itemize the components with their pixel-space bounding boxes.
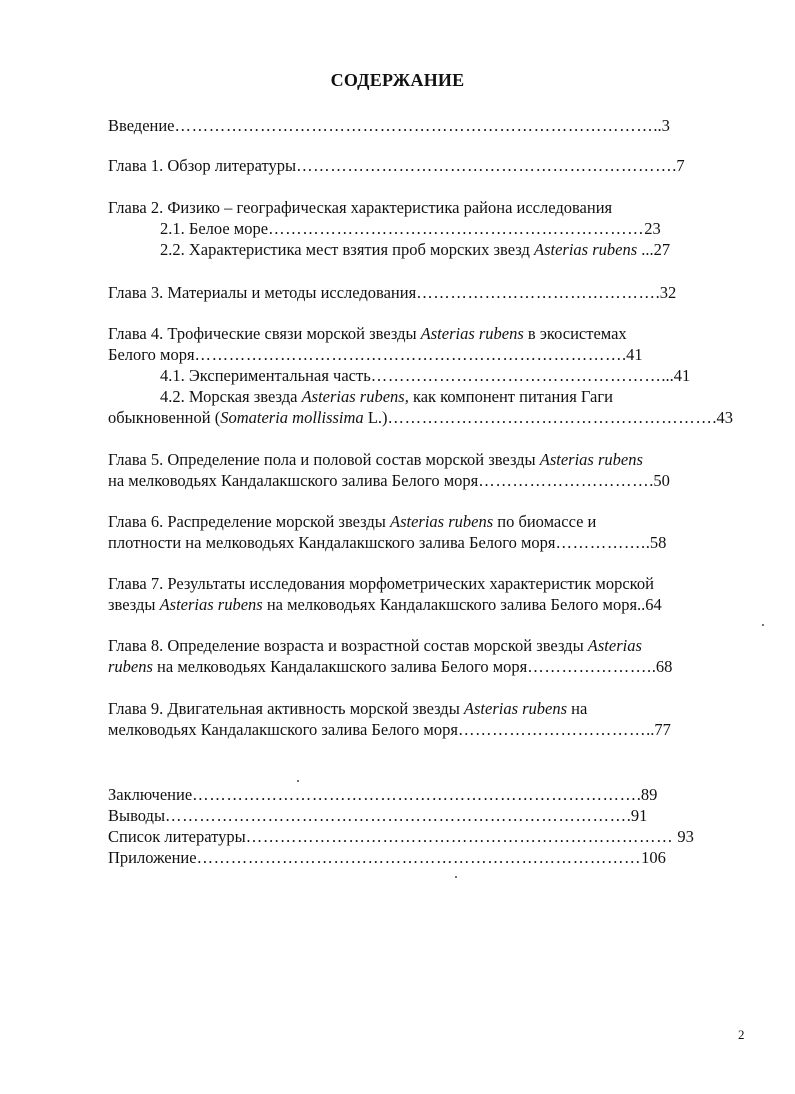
toc-label: Приложение [108, 848, 197, 867]
species-name: Asterias rubens [463, 699, 568, 718]
toc-dots-tail: . [651, 657, 656, 676]
scan-speck [762, 624, 764, 626]
toc-entry-chapter-6[interactable] [108, 512, 738, 532]
toc-entry-section-2-2[interactable] [160, 240, 740, 260]
toc-page: 58 [649, 533, 667, 552]
toc-dots: ………………………………………………………………………… [174, 116, 654, 135]
toc-entry-chapter-7-line2[interactable] [108, 595, 758, 615]
toc-label: плотности на мелководьях Кандалакшского залива Белого моря [108, 533, 556, 552]
toc-dots: ………………………………………………………………… [194, 345, 623, 364]
species-name: Asterias rubens [420, 324, 524, 343]
toc-dots-tail: . [655, 283, 660, 302]
toc-label-cont: L.) [363, 408, 388, 427]
toc-label: звезды [108, 595, 160, 614]
toc-page: 64 [645, 595, 662, 614]
toc-page: 32 [659, 283, 677, 302]
toc-entry-chapter-8-line2[interactable] [108, 657, 758, 677]
toc-label: Белого моря [108, 345, 195, 364]
page-title: СОДЕРЖАНИЕ [330, 70, 465, 90]
toc-entry-chapter-2[interactable] [108, 198, 738, 218]
species-name: Asterias rubens [539, 450, 643, 469]
toc-label: 2.1. Белое море [160, 219, 269, 238]
toc-entry-chapter-9[interactable] [108, 699, 758, 719]
toc-dots-tail: . [649, 471, 654, 490]
toc-dots: …………………………………………… [370, 366, 662, 385]
toc-label: обыкновенной ( [108, 408, 221, 427]
toc-label-cont: на мелководьях Кандалакшского залива Белого моря [152, 657, 528, 676]
toc-dots-tail: . [645, 533, 650, 552]
toc-dots-tail: . [636, 785, 641, 804]
toc-label: Глава 9. Двигательная активность морской звезды [108, 699, 464, 718]
toc-label-cont: по биомассе и [493, 512, 597, 531]
species-name: Asterias rubens, [301, 387, 409, 406]
toc-label: Глава 7. Результаты исследования морфометрических характеристик морской [108, 574, 654, 593]
toc-dots: ……………………………………………………………………… [165, 806, 627, 825]
toc-dots: ………………………………………………… [387, 408, 713, 427]
toc-page: 68 [655, 657, 673, 676]
toc-label: 4.1. Экспериментальная часть [160, 366, 371, 385]
species-name: Somateria mollissima [220, 408, 364, 427]
toc-label-cont: на [567, 699, 588, 718]
toc-dots: ……………. [555, 533, 646, 552]
toc-label: Глава 5. Определение пола и половой состав морской звезды [108, 450, 540, 469]
toc-label: Глава 6. Распределение морской звезды [108, 512, 390, 531]
toc-entry-chapter-1[interactable] [108, 156, 738, 176]
toc-label: Список литературы [108, 827, 246, 846]
toc-dots-tail: .. [646, 720, 655, 739]
toc-page: 50 [653, 471, 670, 490]
toc-page: 7 [676, 156, 685, 175]
toc-dots-tail: . [712, 408, 717, 427]
species-name: Asterias rubens [533, 240, 638, 259]
toc-entry-references[interactable] [108, 827, 758, 847]
scan-speck [455, 876, 457, 878]
toc-dots: ………………………………………………………………… [245, 827, 674, 846]
toc-entry-section-4-2-line2[interactable] [108, 408, 738, 428]
toc-label-cont: как компонент питания Гаги [408, 387, 613, 406]
page-number: 2 [738, 1027, 745, 1042]
toc-entry-intro[interactable] [108, 116, 738, 136]
toc-entry-appendix[interactable] [108, 848, 758, 868]
toc-entry-chapter-5[interactable] [108, 450, 738, 470]
toc-label-cont: на мелководьях Кандалакшского залива Белого моря.. [262, 595, 646, 614]
toc-entry-chapter-9-line2[interactable] [108, 720, 758, 740]
toc-dots-tail: . [672, 156, 677, 175]
toc-label: на мелководьях Кандалакшского залива Белого моря [108, 471, 479, 490]
toc-entry-chapter-5-line2[interactable] [108, 471, 738, 491]
toc-entry-chapter-8[interactable] [108, 636, 758, 656]
scan-speck [297, 780, 299, 782]
toc-label: 4.2. Морская звезда [160, 387, 302, 406]
toc-dots-tail: ... [661, 366, 674, 385]
toc-entry-section-4-1[interactable] [160, 366, 740, 386]
toc-page: 89 [640, 785, 658, 804]
toc-dots-tail: . [622, 345, 627, 364]
toc-dots: ………………………… [478, 471, 650, 490]
toc-label: Глава 4. Трофические связи морской звезды [108, 324, 421, 343]
toc-dots: …………………………………… [416, 283, 656, 302]
toc-entry-conclusion[interactable] [108, 785, 758, 805]
toc-entry-chapter-6-line2[interactable] [108, 533, 738, 553]
toc-entry-section-4-2[interactable] [160, 387, 740, 407]
species-name: rubens [108, 657, 153, 676]
toc-page: 3 [661, 116, 670, 135]
toc-label: Выводы [108, 806, 166, 825]
toc-label: Заключение [108, 785, 193, 804]
toc-page: 41 [673, 366, 691, 385]
toc-page: 23 [644, 219, 661, 238]
toc-page: 43 [716, 408, 734, 427]
toc-dots-tail: . [626, 806, 631, 825]
toc-dots: ………………………………………………………… [268, 219, 645, 238]
toc-page: 93 [673, 827, 694, 846]
toc-dots: …………………………… [457, 720, 647, 739]
toc-page: ...27 [637, 240, 671, 259]
toc-dots: ………………………………………………………… [296, 156, 673, 175]
toc-entry-chapter-4[interactable] [108, 324, 738, 344]
toc-entry-chapter-4-line2[interactable] [108, 345, 738, 365]
toc-label: Введение [108, 116, 175, 135]
toc-dots: …………………………………………………………………… [192, 785, 637, 804]
toc-label: мелководьях Кандалакшского залива Белого моря [108, 720, 458, 739]
toc-dots: …………………………………………………………………… [196, 848, 642, 867]
toc-label: Глава 2. Физико – географическая характеристика района исследования [108, 198, 613, 217]
toc-label: 2.2. Характеристика мест взятия проб морских звезд [160, 240, 534, 259]
toc-label: Глава 8. Определение возраста и возрастной состав морской звезды [108, 636, 588, 655]
species-name: Asterias rubens [389, 512, 494, 531]
toc-entry-chapter-7[interactable] [108, 574, 758, 594]
toc-dots: …………………. [527, 657, 652, 676]
toc-dots-tail: .. [653, 116, 662, 135]
toc-entry-section-2-1[interactable] [160, 219, 740, 239]
toc-page: 106 [641, 848, 666, 867]
species-name: Asterias [587, 636, 642, 655]
toc-label: Глава 1. Обзор литературы [108, 156, 297, 175]
toc-label-cont: в экосистемах [523, 324, 627, 343]
toc-entry-findings[interactable] [108, 806, 758, 826]
species-name: Asterias rubens [159, 595, 263, 614]
toc-page: 91 [630, 806, 648, 825]
toc-page: 77 [654, 720, 671, 739]
toc-entry-chapter-3[interactable] [108, 283, 738, 303]
toc-label: Глава 3. Материалы и методы исследования [108, 283, 417, 302]
toc-page: 41 [626, 345, 643, 364]
